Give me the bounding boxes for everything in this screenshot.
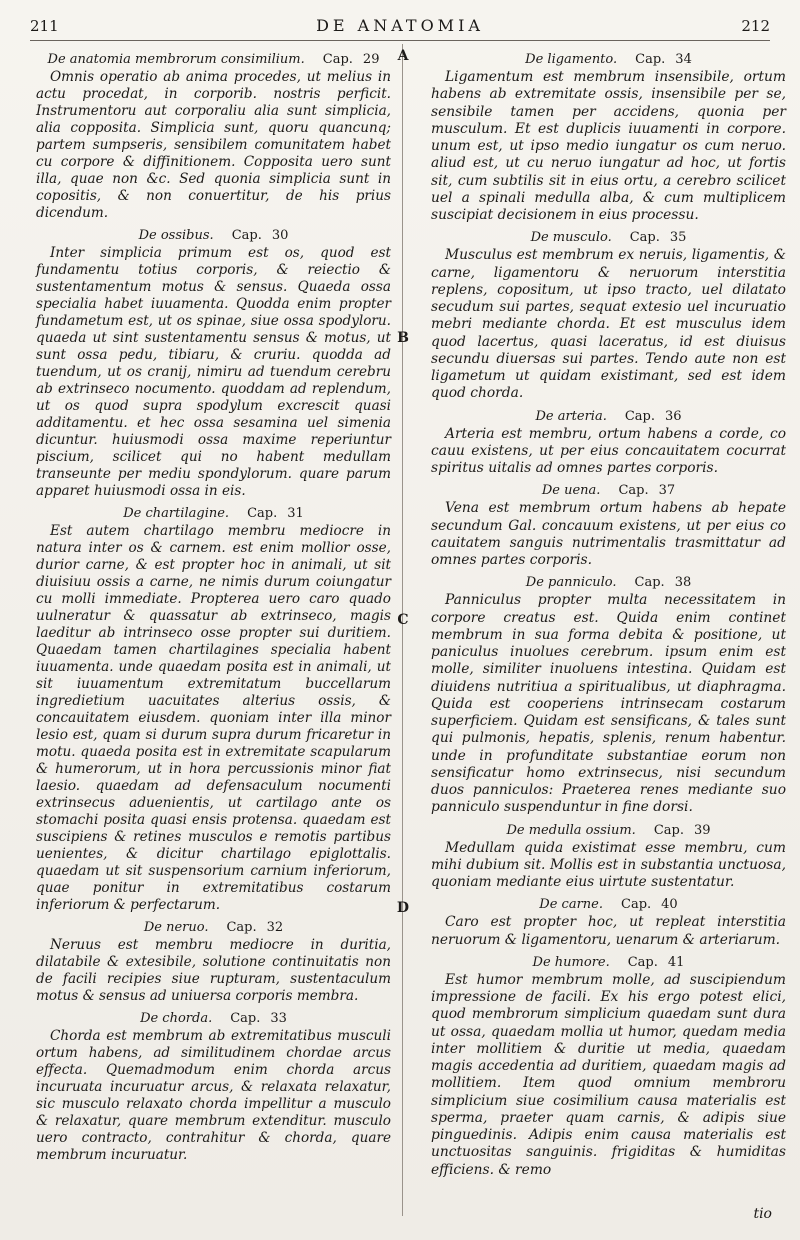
- chapter-number: 34: [675, 52, 692, 67]
- chapter-cap: Cap.: [621, 897, 652, 913]
- margin-letter-b: B: [397, 330, 409, 346]
- header-rule: [30, 40, 770, 41]
- chapter-text: Caro est propter hoc, ut repleat interstitia neruorum & ligamentoru, uenarum & arteriarum.: [431, 914, 786, 948]
- chapter-31: [36, 506, 391, 914]
- chapter-title: De medulla ossium.: [506, 822, 636, 838]
- chapter-heading: [36, 506, 391, 521]
- chapter-number: 40: [661, 897, 678, 913]
- chapter-41: [431, 955, 786, 1179]
- chapter-title: De anatomia membrorum consimilium.: [47, 52, 305, 67]
- chapter-heading: [431, 52, 786, 67]
- chapter-number: 38: [674, 575, 692, 591]
- chapter-32: [36, 920, 391, 1005]
- chapter-title: De musculo.: [530, 230, 612, 246]
- chapter-text: Vena est membrum ortum habens ab hepate secundum Gal. concauum existens, ut per eius co cauitatem sanguis nutrimentalis trasmittatur ad omnes partes corporis.: [431, 500, 786, 568]
- chapter-39: [431, 823, 786, 892]
- chapter-34: [431, 52, 786, 224]
- chapter-text: Arteria est membru, ortum habens a corde, co cauu existens, ut per eius concauitatem cocurrat spiritus uitalis ad omnes partes corporis.: [431, 425, 786, 476]
- right-column: [431, 46, 786, 1179]
- chapter-title: De neruo.: [143, 920, 209, 935]
- chapter-cap: Cap.: [627, 954, 658, 970]
- chapter-heading: [36, 228, 391, 243]
- chapter-text: Inter simplicia primum est os, quod est fundamentu totius corporis, & reiectio & sustentamentum motus & sensus. Quaeda ossa specialia habet iuuamenta. Quodda enim propter fundametum est, ut os spinae, siue ossa spodyloru. quaeda ut sint sustentamentu sensus & motus, ut sunt ossa pedu, tibiaru, & cruriu. quodda ad tuendum, ut os cranij, nimiru ad tuendum cerebru ab extrinseco nocumento. quoddam ad replendum, ut os quod supra spodylum excrescit quasi additamentu. et hec ossa sesamina uel simenia dicuntur. huiusmodi ossa maxime reperiuntur piscium, scilicet qui no habent medullam transeunte per mediu spondylorum. quare parum apparet huiusmodi ossa in eis.: [36, 245, 391, 499]
- left-page-number: 211: [30, 17, 59, 35]
- page-header: [30, 16, 770, 38]
- chapter-cap: Cap.: [635, 52, 666, 67]
- chapter-cap: Cap.: [653, 822, 684, 838]
- chapter-text: Panniculus propter multa necessitatem in corpore creatus est. Quida enim continet membrum in sua forma debita & positione, ut paniculus inuolues cerebrum. ipsum enim est molle, similiter inuoluens intestina. Quidam est diuidens nutritiua a spiritualibus, ut diaphragma. Quida est cooperiens intrinsecam costarum superficiem. Quidam est sensificans, & tales sunt qui pulmonis, hepatis, splenis, renum habentur. unde in profunditate substantiae eorum non sensificatur homo extrinsecus, nisi secundum duos panniculos: Praeterea renes mediante suo panniculo suspenduntur in fine dorsi.: [431, 592, 786, 816]
- chapter-heading: [431, 823, 786, 838]
- chapter-cap: Cap.: [226, 920, 257, 935]
- chapter-number: 32: [266, 920, 284, 935]
- chapter-heading: [431, 409, 786, 424]
- left-column: [36, 46, 391, 1164]
- chapter-text: Musculus est membrum ex neruis, ligamentis, & carne, ligamentoru & neruorum interstitia replens, copositum, ut ipso tracto, uel dilatato secudum sui partes, sequat extesio uel incuruatio mebri mediante chorda. Et est musculus idem quod lacertus, quasi laceratus, id est diuisus secundu diuersas sui partes. Tendo aute non est ligametum ut quidam existimant, sed est idem quod chorda.: [431, 247, 786, 402]
- chapter-title: De uena.: [541, 483, 601, 499]
- chapter-number: 29: [362, 52, 380, 67]
- chapter-title: De chorda.: [140, 1011, 213, 1026]
- chapter-title: De carne.: [539, 897, 603, 913]
- chapter-number: 33: [270, 1011, 287, 1026]
- chapter-30: [36, 228, 391, 500]
- chapter-cap: Cap.: [230, 1011, 261, 1026]
- chapter-text: Est autem chartilago membru mediocre in natura inter os & carnem. est enim mollior osse, durior carne, & est propter hoc in animali, ut sit diuisiuu ossis a carne, ne nimis durum coiungatur cu molli immediate. Propterea uero caro quado uulneratur & quassatur ab extrinseco, magis laeditur ab intrinseco osse propter sui duritiem. Quaedam tamen chartilagines specialia habent iuuamenta. unde quaedam posita est in animali, ut sit iuuamentum extremitatum buccellarum ingredietium uacuitates alterius ossis, & concauitatem eiusdem. quoniam inter illa minor lesio est, quam si durum supra durum fricaretur in motu. quaeda posita est in extremitate scapularum & humerorum, ut in hora percussionis minor fiat laesio. quaedam ad defensaculum nocumenti extrinsecus aduenientis, ut cartilago ante os stomachi posita quasi ensis protensa. quaedam est suscipiens & retines musculos e remotis partibus uenientes, & dicitur chartilago epiglottalis. quaedam ut sit suspensorium carnium inferiorum, quae ponitur in extremitatibus costarum inferiorum & perfectarum.: [36, 523, 391, 913]
- chapter-heading: [431, 483, 786, 498]
- chapter-33: [36, 1011, 391, 1164]
- chapter-number: 30: [271, 228, 289, 243]
- chapter-heading: [431, 575, 786, 590]
- chapter-37: [431, 483, 786, 569]
- margin-letter-d: D: [396, 900, 410, 916]
- right-page-number: 212: [741, 17, 770, 35]
- running-title: DE ANATOMIA: [316, 16, 484, 35]
- margin-letter-c: C: [397, 612, 409, 628]
- chapter-text: Neruus est membru mediocre in duritia, dilatabile & extesibile, solutione continuitatis non de facili recipies siue rupturam, sustentaculum motus & sensus ad uniuersa corporis membra.: [36, 937, 391, 1004]
- chapter-number: 39: [693, 822, 711, 838]
- chapter-29: [36, 52, 391, 222]
- chapter-cap: Cap.: [634, 575, 665, 591]
- chapter-number: 31: [287, 506, 304, 521]
- chapter-text: Ligamentum est membrum insensibile, ortum habens ab extremitate ossis, insensibile per se, sensibile tamen per accidens, quonia per musculum. Et est duplicis iuuamenti in corpore. unum est, ut ipso medio iungatur os cum neruo. aliud est, ut cu neruo iungatur ad hoc, ut fortis sit, cum subtilis sit in eius ortu, a cerebro scilicet uel a spinali medulla alba, & cum multiplicem suscipiat decisionem in eius processu.: [431, 69, 786, 223]
- chapter-heading: [431, 955, 786, 970]
- chapter-number: 41: [667, 954, 685, 970]
- chapter-title: De chartilagine.: [123, 506, 230, 521]
- chapter-title: De ossibus.: [138, 228, 214, 243]
- chapter-number: 36: [665, 408, 682, 424]
- chapter-cap: Cap.: [629, 230, 660, 246]
- chapter-heading: [431, 897, 786, 912]
- chapter-38: [431, 575, 786, 816]
- chapter-title: De humore.: [532, 954, 610, 970]
- chapter-title: De ligamento.: [525, 52, 618, 67]
- chapter-heading: [36, 52, 391, 67]
- chapter-title: De panniculo.: [525, 575, 617, 591]
- chapter-cap: Cap.: [322, 52, 353, 67]
- chapter-cap: Cap.: [624, 408, 655, 424]
- chapter-cap: Cap.: [247, 506, 278, 521]
- column-divider: [402, 44, 403, 1216]
- chapter-cap: Cap.: [231, 228, 262, 243]
- chapter-text: Chorda est membrum ab extremitatibus musculi ortum habens, ad similitudinem chordae arcus effecta. Quemadmodum enim chorda arcus incuruata incuruatur arcus, & relaxata relaxatur, sic musculo relaxato chorda impellitur a musculo & relaxatur, quare membrum extenditur. musculo uero contracto, contrahitur & chorda, quare membrum incuruatur.: [36, 1028, 391, 1163]
- chapter-number: 37: [658, 483, 676, 499]
- margin-letter-a: A: [397, 48, 409, 64]
- chapter-text: Omnis operatio ab anima procedes, ut melius in actu procedat, in corporib. nostris perficit. Instrumentoru aut corporaliu alia sunt simplicia, alia copposita. Simplicia sunt, quoru quancunq; partem sumpseris, sensibilem comunitatem habet cu corpore & diffinitionem. Copposita uero sunt illa, quae non &c. Sed quonia simplicia sunt in copositis, & non conuertitur, de his prius dicendum.: [36, 69, 391, 221]
- chapter-title: De arteria.: [535, 408, 607, 424]
- chapter-heading: [36, 920, 391, 935]
- chapter-heading: [36, 1011, 391, 1026]
- catchword: tio: [753, 1206, 772, 1222]
- chapter-40: [431, 897, 786, 949]
- chapter-text: Medullam quida existimat esse membru, cum mihi dubium sit. Mollis est in substantia unctuosa, quoniam mediante eius uirtute sustentatur.: [431, 839, 786, 890]
- chapter-number: 35: [669, 230, 687, 246]
- chapter-35: [431, 230, 786, 402]
- chapter-cap: Cap.: [618, 483, 649, 499]
- chapter-36: [431, 409, 786, 478]
- chapter-heading: [431, 230, 786, 245]
- chapter-text: Est humor membrum molle, ad suscipiendum impressione de facili. Ex his ergo potest elici, quod membrorum simplicium quaedam sunt dura ut ossa, quaedam mollia ut humor, quedam media inter mollitiem & duritie ut media, quaedam magis accedentia ad duritiem, quaedam magis ad mollitiem. Item quod omnium membroru simplicium siue cosimilium causa materialis est sperma, praeter quam carnis, & adipis siue pinguedinis. Adipis enim causa materialis est unctuositas sanguinis. frigiditas & humiditas efficiens. & remo: [431, 971, 786, 1178]
